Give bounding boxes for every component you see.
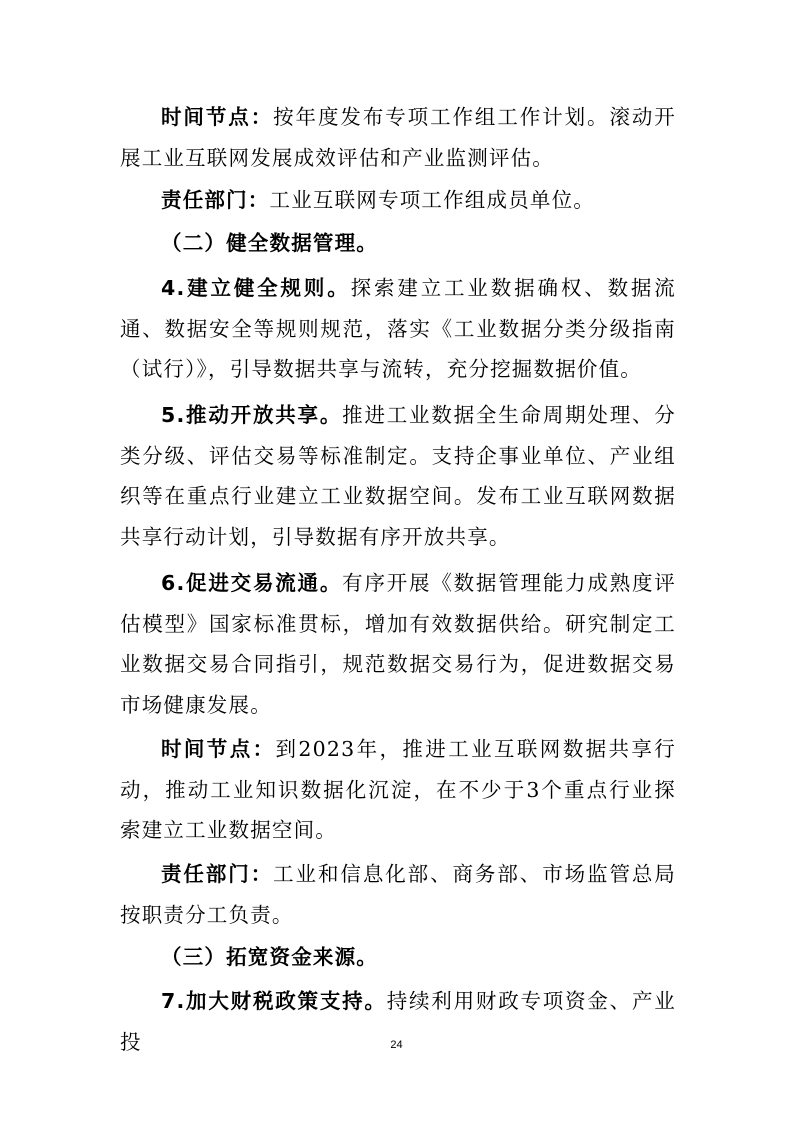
paragraph-lead: 7.加大财税政策支持。 xyxy=(161,989,387,1013)
paragraph-lead: 时间节点： xyxy=(161,105,274,129)
paragraph-item-5 xyxy=(120,395,676,557)
paragraph-text: 到2023年，推进工业互联网数据共享行动，推动工业知识数据化沉淀，在不少于3个重点行业探索建立工业数据空间。 xyxy=(120,737,676,842)
page-number: 24 xyxy=(390,1039,403,1051)
section-heading-2: （二）健全数据管理。 xyxy=(161,231,378,255)
paragraph-lead: 时间节点： xyxy=(161,737,276,761)
paragraph-time-node-2 xyxy=(120,729,676,851)
paragraph-lead: 4.建立健全规则。 xyxy=(161,276,351,300)
paragraph-lead: 责任部门： xyxy=(161,188,270,212)
paragraph-lead: 5.推动开放共享。 xyxy=(161,403,343,427)
paragraph-time-node-1 xyxy=(120,97,676,178)
paragraph-responsible-1 xyxy=(120,180,676,221)
section-heading-3: （三）拓宽资金来源。 xyxy=(161,945,378,969)
paragraph-text: 探索建立工业数据确权、数据流通、数据安全等规则规范，落实《工业数据分类分级指南（试行）》，引导数据共享与流转，充分挖掘数据价值。 xyxy=(120,276,676,381)
paragraph-text: 工业和信息化部、商务部、市场监管总局按职责分工负责。 xyxy=(120,862,677,927)
paragraph-item-6 xyxy=(120,563,676,725)
paragraph-lead: 6.促进交易流通。 xyxy=(161,571,343,595)
paragraph-text: 按年度发布专项工作组工作计划。滚动开展工业互联网发展成效评估和产业监测评估。 xyxy=(120,105,677,170)
paragraph-lead: 责任部门： xyxy=(161,862,274,886)
paragraph-text: 有序开展《数据管理能力成熟度评估模型》国家标准贯标，增加有效数据供给。研究制定工业数据交易合同指引，规范数据交易行为，促进数据交易市场健康发展。 xyxy=(120,571,677,717)
paragraph-responsible-2 xyxy=(120,854,676,935)
paragraph-text: 持续利用财政专项资金、产业投 xyxy=(120,989,676,1054)
paragraph-text: 工业互联网专项工作组成员单位。 xyxy=(269,188,595,212)
paragraph-text: 推进工业数据全生命周期处理、分类分级、评估交易等标准制定。支持企事业单位、产业组织等在重点行业建立工业数据空间。发布工业互联网数据共享行动计划，引导数据有序开放共享。 xyxy=(120,403,677,549)
paragraph-item-4 xyxy=(120,268,676,390)
